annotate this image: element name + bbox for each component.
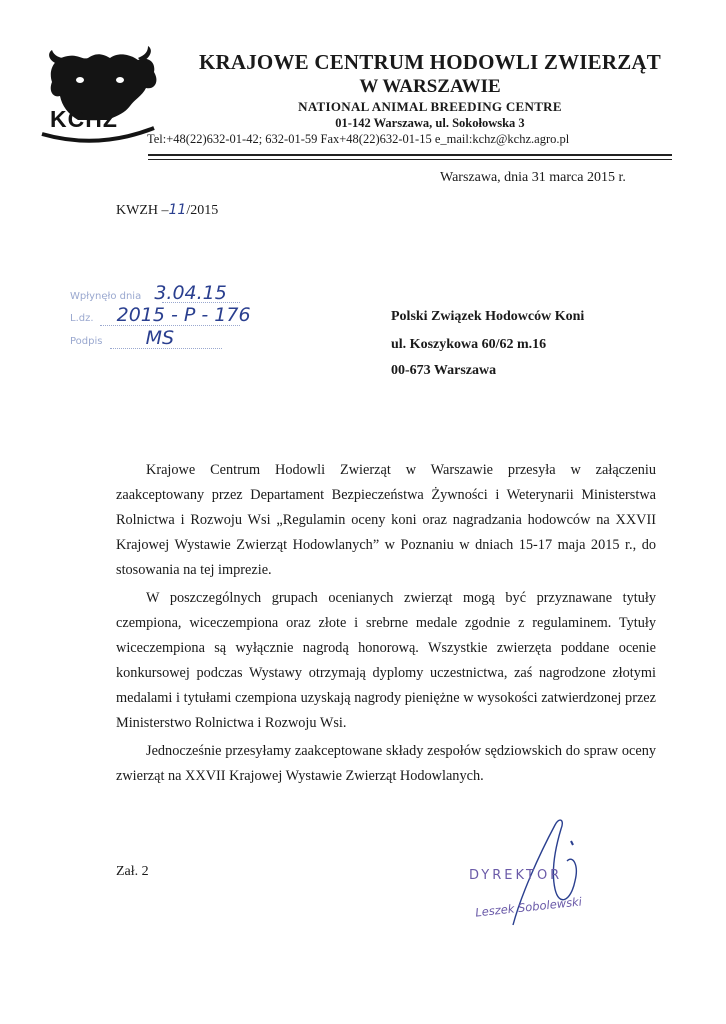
org-city: W WARSZAWIE — [359, 76, 501, 97]
received-dotted-line — [162, 302, 240, 303]
received-date: 3.04.15 — [154, 282, 227, 304]
kchz-logo — [38, 46, 160, 146]
received-stamp — [70, 282, 251, 352]
addressee-city: 00-673 Warszawa — [391, 363, 497, 378]
header-rule-thick — [148, 154, 672, 156]
body-paragraph-1: Krajowe Centrum Hodowli Zwierząt w Warszawie przesyła w załączeniu zaakceptowany przez Departament Bezpieczeństwa Żywności i Weterynarii Ministerstwa Rolnictwa i Rozwoju Wsi „Regulamin oceny koni oraz nagradzania hodowców na XXVII Krajowej Wystawie Zwierząt Hodowlanych” w Poznaniu w dniach 15-17 maja 2015 r., do stosowania na tej imprezie. — [116, 462, 656, 578]
reg-dotted-line — [100, 325, 240, 326]
reference-number — [116, 202, 218, 219]
addressee-name: Polski Związek Hodowców Koni — [391, 309, 585, 324]
sign-dotted-line — [110, 348, 222, 349]
reg-label: L.dz. — [70, 313, 94, 324]
addressee-street: ul. Koszykowa 60/62 m.16 — [391, 337, 547, 352]
received-label: Wpłynęło dnia — [70, 291, 142, 302]
logo-text: KCHZ — [50, 106, 118, 132]
enclosures: Zał. 2 — [116, 864, 149, 879]
reference-suffix: /2015 — [186, 203, 219, 218]
signature-stamp — [455, 815, 615, 930]
signature-title: DYREKTOR — [469, 868, 563, 883]
body-paragraph-3: Jednocześnie przesyłamy zaakceptowane składy zespołów sędziowskich do spraw oceny zwierząt na XXVII Krajowej Wystawie Zwierząt Hodowlanych. — [116, 743, 656, 784]
sign-initials: MS — [145, 327, 175, 349]
org-contact: Tel:+48(22)632-01-42; 632-01-59 Fax+48(22)632-01-15 e_mail:kchz@kchz.agro.pl — [147, 132, 570, 146]
org-address: 01-142 Warszawa, ul. Sokołowska 3 — [335, 116, 525, 130]
reference-handwritten-number: 11 — [168, 202, 187, 218]
body-paragraph-2: W poszczególnych grupach ocenianych zwierząt mogą być przyznawane tytuły czempiona, wiceczempiona oraz złote i srebrne medale zgodnie z regulaminem. Tytuły wiceczempiona są wyłącznie nagrodą honorową. Wszystkie zwierzęta poddane ocenie konkursowej podczas Wystawy otrzymają dyplomy uczestnictwa, zaś nagrodzone złotymi medalami i tytułami czempiona uzyskają nagrody pieniężne w wysokości zatwierdzonej przez Ministerstwo Rolnictwa i Rozwoju Wsi. — [116, 590, 656, 731]
header-rule-thin — [148, 159, 672, 160]
bull-logo-icon — [38, 46, 160, 146]
reference-prefix: KWZH – — [116, 203, 169, 218]
dateline: Warszawa, dnia 31 marca 2015 r. — [440, 170, 626, 185]
reg-number: 2015 - P - 176 — [116, 304, 251, 326]
sign-label: Podpis — [70, 336, 103, 347]
org-name-pl: KRAJOWE CENTRUM HODOWLI ZWIERZĄT — [198, 50, 662, 74]
org-name-en: NATIONAL ANIMAL BREEDING CENTRE — [298, 99, 562, 114]
signature-name: Leszek Sobolewski — [474, 894, 583, 920]
